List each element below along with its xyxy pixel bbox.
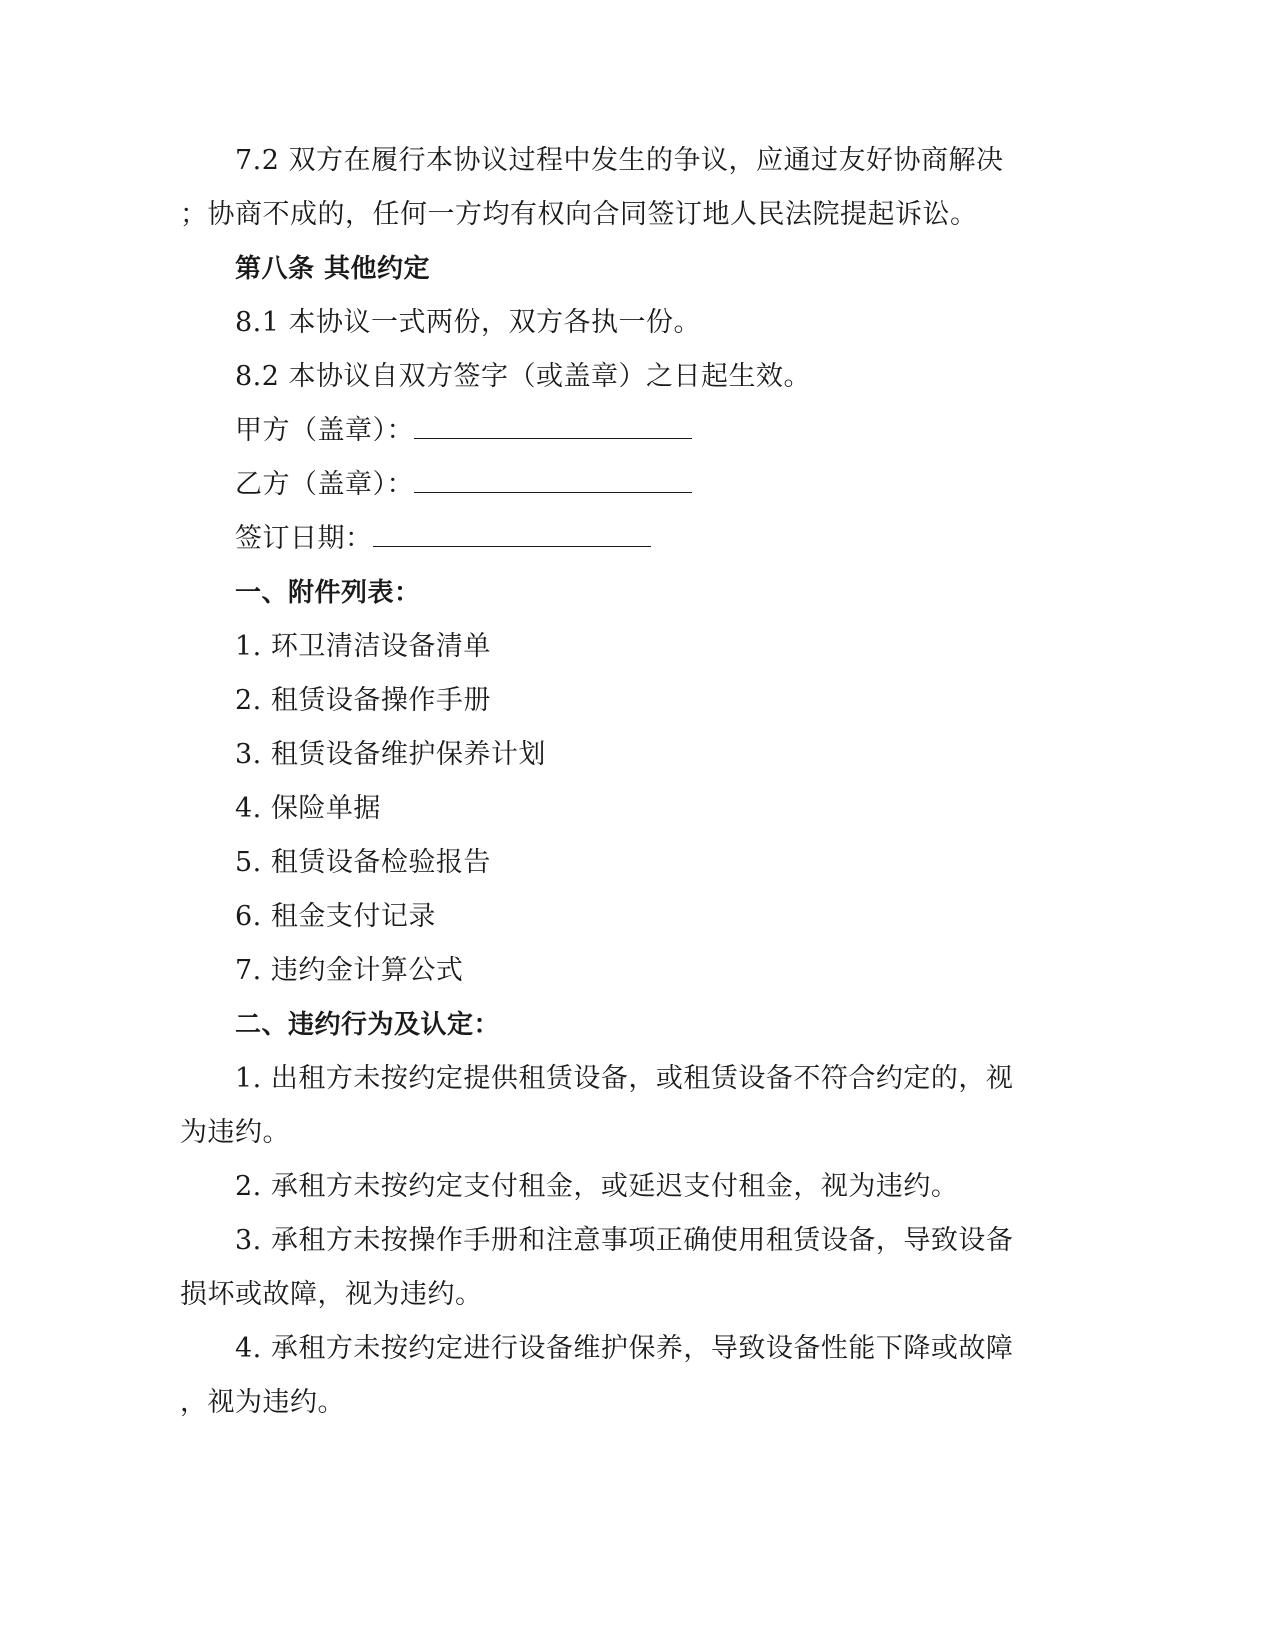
attachment-item: 1. 环卫清洁设备清单	[235, 631, 491, 662]
breaches-heading: 二、违约行为及认定：	[235, 1010, 501, 1040]
signing-date-blank[interactable]	[373, 524, 651, 547]
signing-date-line	[235, 522, 651, 556]
party-a-signature-line	[235, 414, 692, 448]
clause-7-2-line-1: 7.2 双方在履行本协议过程中发生的争议，应通过友好协商解决	[235, 145, 1004, 176]
attachment-item: 7. 违约金计算公式	[235, 955, 464, 986]
article-8-heading: 第八条 其他约定	[235, 254, 431, 284]
attachment-item: 4. 保险单据	[235, 793, 381, 824]
clause-7-2-line-2: ；协商不成的，任何一方均有权向合同签订地人民法院提起诉讼。	[180, 199, 978, 230]
party-b-signature-blank[interactable]	[414, 470, 692, 493]
breach-item-1-line-1: 1. 出租方未按约定提供租赁设备，或租赁设备不符合约定的，视	[235, 1063, 1014, 1094]
attachment-item: 6. 租金支付记录	[235, 901, 436, 932]
party-b-label: 乙方（盖章）：	[235, 469, 414, 500]
signing-date-label: 签订日期：	[235, 523, 373, 554]
breach-item-4-line-2: ，视为违约。	[180, 1387, 345, 1418]
breach-item-2: 2. 承租方未按约定支付租金，或延迟支付租金，视为违约。	[235, 1171, 959, 1202]
party-a-signature-blank[interactable]	[414, 416, 692, 439]
attachment-item: 3. 租赁设备维护保养计划	[235, 739, 546, 770]
breach-item-4-line-1: 4. 承租方未按约定进行设备维护保养，导致设备性能下降或故障	[235, 1333, 1014, 1364]
party-a-label: 甲方（盖章）：	[235, 415, 414, 446]
breach-item-3-line-2: 损坏或故障，视为违约。	[180, 1279, 483, 1310]
clause-8-2: 8.2 本协议自双方签字（或盖章）之日起生效。	[235, 361, 812, 392]
clause-8-1: 8.1 本协议一式两份，双方各执一份。	[235, 307, 702, 338]
breach-item-1-line-2: 为违约。	[180, 1117, 290, 1148]
party-b-signature-line	[235, 468, 692, 502]
attachment-item: 2. 租赁设备操作手册	[235, 685, 491, 716]
attachments-heading: 一、附件列表：	[235, 578, 421, 608]
attachment-item: 5. 租赁设备检验报告	[235, 847, 491, 878]
breach-item-3-line-1: 3. 承租方未按操作手册和注意事项正确使用租赁设备，导致设备	[235, 1225, 1014, 1256]
